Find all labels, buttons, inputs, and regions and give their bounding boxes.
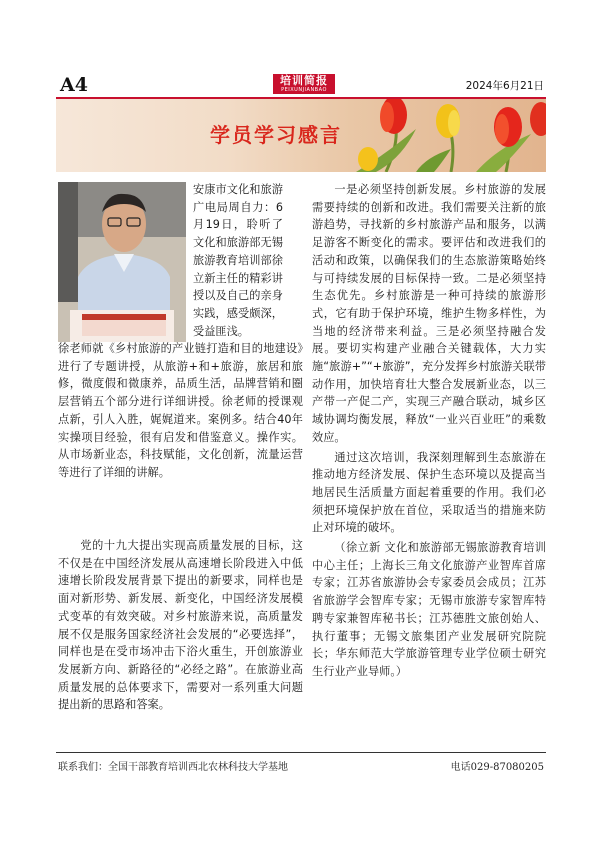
masthead-subtitle: PEIXUNJIANBAO (281, 87, 327, 93)
footer-contact: 联系我们：全国干部教育培训西北农林科技大学基地 (58, 762, 288, 773)
section-banner (56, 99, 546, 172)
article-paragraph-principles: 一是必须坚持创新发展。乡村旅游的发展需要持续的创新和改进。我们需要关注新的旅游趋势，寻找新的乡村旅游产品和服务，以满足游客不断变化的需求。要评估和改进我们的活动和政策，以确保我们的生态旅游策略始终与可持续发展的目标保持一致。二是必须坚持生态优先。乡村旅游是一种可持续的旅游形式，它有助于保护环境，维护生物多样性，为当地的经济带来利益。三是必须坚持融合发展。要切实构建产业融合关键载体，大力实施“旅游+”“+旅游”，充分发挥乡村旅游关联带动作用，加快培育壮大整合发展新业态，以三产带一产促二产，实现三产融合联动，城乡区域协调均衡发展，释放“一业兴百业旺”的乘数效应。 (312, 183, 546, 444)
page-number: A4 (60, 74, 88, 96)
lecturer-bio: （徐立新 文化和旅游部无锡旅游教育培训中心主任；上海长三角文化旅游产业智库首席专家；江苏省旅游协会专家委员会成员；江苏省旅游学会智库专家；无锡市旅游专家智库特聘专家兼智库秘书长；江苏德胜文旅创始人、执行董事；无锡文旅集团产业发展研究院院长；华东师范大学旅游管理专业学位硕士研究生行业产业导师。） (312, 541, 546, 678)
masthead-logo (273, 74, 335, 94)
intro-paragraph: 安康市文化和旅游广电局周自力：6月19日，聆听了文化和旅游部无锡旅游教育培训部徐立新主任的精彩讲授以及自己的亲身实践，感受颇深，受益匪浅。 (193, 183, 283, 338)
speaker-photo (58, 182, 186, 342)
issue-date: 2024年6月21日 (465, 80, 544, 92)
footer-divider (56, 752, 546, 753)
banner-title: 学员学习感言 (210, 123, 342, 147)
portrait-image (58, 182, 186, 342)
footer-phone: 电话029-87080205 (450, 762, 544, 773)
article-paragraph-conclusion: 通过这次培训，我深刻理解到生态旅游在推动地方经济发展、保护生态环境以及提高当地居民生活质量方面起着重要的作用。我们必须把环境保护放在首位，采取适当的措施来防止对环境的破坏。 (312, 450, 546, 535)
page-header (56, 72, 546, 96)
right-column (312, 181, 546, 683)
intro-paragraph-continued: 徐老师就《乡村旅游的产业链打造和目的地建设》进行了专题讲授，从旅游+和+旅游，旅居和旅修，微度假和微康养，品质生活，品牌营销和圈层营销五个部分进行详细讲授。徐老师的授课观点新，引人入胜，娓娓道来。案例多。结合40年实操项目经验，很有启发和借鉴意义。操作实。从市场新业态，科技赋能，文化创新，流量运营等进行了详细的讲解。 (58, 342, 303, 479)
article-paragraph-development: 党的十九大提出实现高质量发展的目标，这不仅是在中国经济发展从高速增长阶段进入中低速增长阶段发展背景下提出的新要求，同样也是面对新形势、新发展、新变化，中国经济发展模式变革的有效突破。对乡村旅游来说，高质量发展不仅是服务国家经济社会发展的“必要选择”，同样也是在受市场冲击下浴火重生，开创旅游业发展新方向、新路径的“必经之路”。在旅游业高质量发展的总体要求下，需要对一系列重大问题提出新的思路和答案。 (58, 539, 303, 712)
masthead-title: 培训简报 (280, 74, 328, 87)
